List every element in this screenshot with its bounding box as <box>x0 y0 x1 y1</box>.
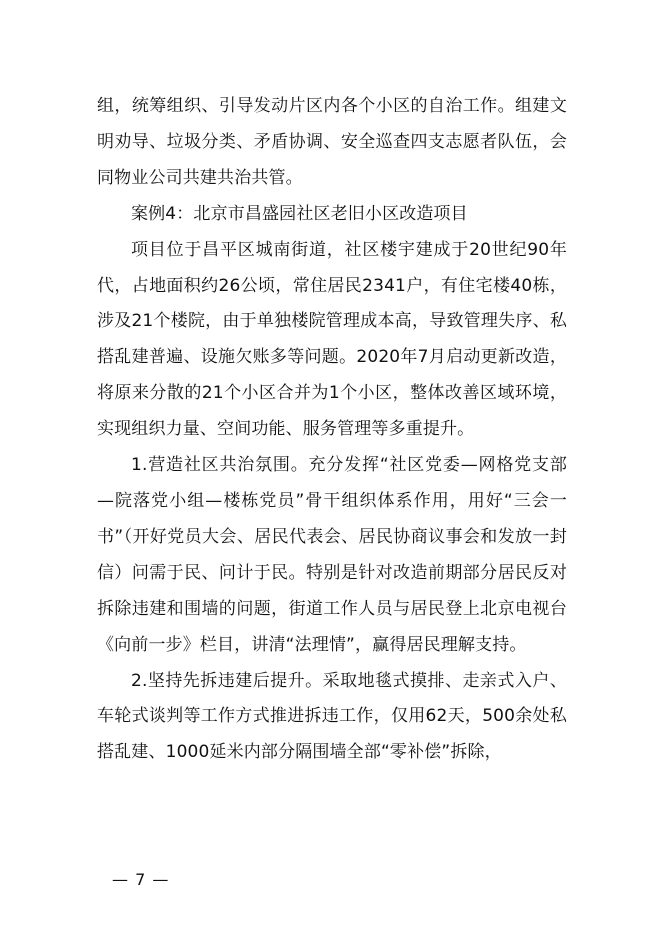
paragraph-point-1: 1.营造社区共治氛围。充分发挥“社区党委—网格党支部—院落党小组—楼栋党员”骨干组织体系作用，用好“三会一书”（开好党员大会、居民代表会、居民协商议事会和发放一封信）问需于民、问计于民。特别是针对改造前期部分居民反对拆除违建和围墙的问题，街道工作人员与居民登上北京电视台《向前一步》栏目，讲清“法理情”，赢得居民理解支持。 <box>97 455 567 655</box>
paragraph-continuation: 组，统筹组织、引导发动片区内各个小区的自治工作。组建文明劝导、垃圾分类、矛盾协调、安全巡查四支志愿者队伍，会同物业公司共建共治共管。 <box>97 96 567 188</box>
body-text <box>97 89 567 771</box>
page-number: — 7 — <box>112 870 170 889</box>
paragraph-project-overview: 项目位于昌平区城南街道，社区楼宇建成于20世纪90年代，占地面积约26公顷，常住居民2341户，有住宅楼40栋，涉及21个楼院，由于单独楼院管理成本高，导致管理失序、私搭乱建普遍、设施欠账多等问题。2020年7月启动更新改造，将原来分散的21个小区合并为1个小区，整体改善区域环境，实现组织力量、空间功能、服务管理等多重提升。 <box>97 239 567 440</box>
case-heading: 案例4：北京市昌盛园社区老旧小区改造项目 <box>131 203 468 224</box>
paragraph-point-2: 2.坚持先拆违建后提升。采取地毯式摸排、走亲式入户、车轮式谈判等工作方式推进拆违工作，仅用62天，500余处私搭乱建、1000延米内部分隔围墙全部“零补偿”拆除， <box>97 670 567 763</box>
